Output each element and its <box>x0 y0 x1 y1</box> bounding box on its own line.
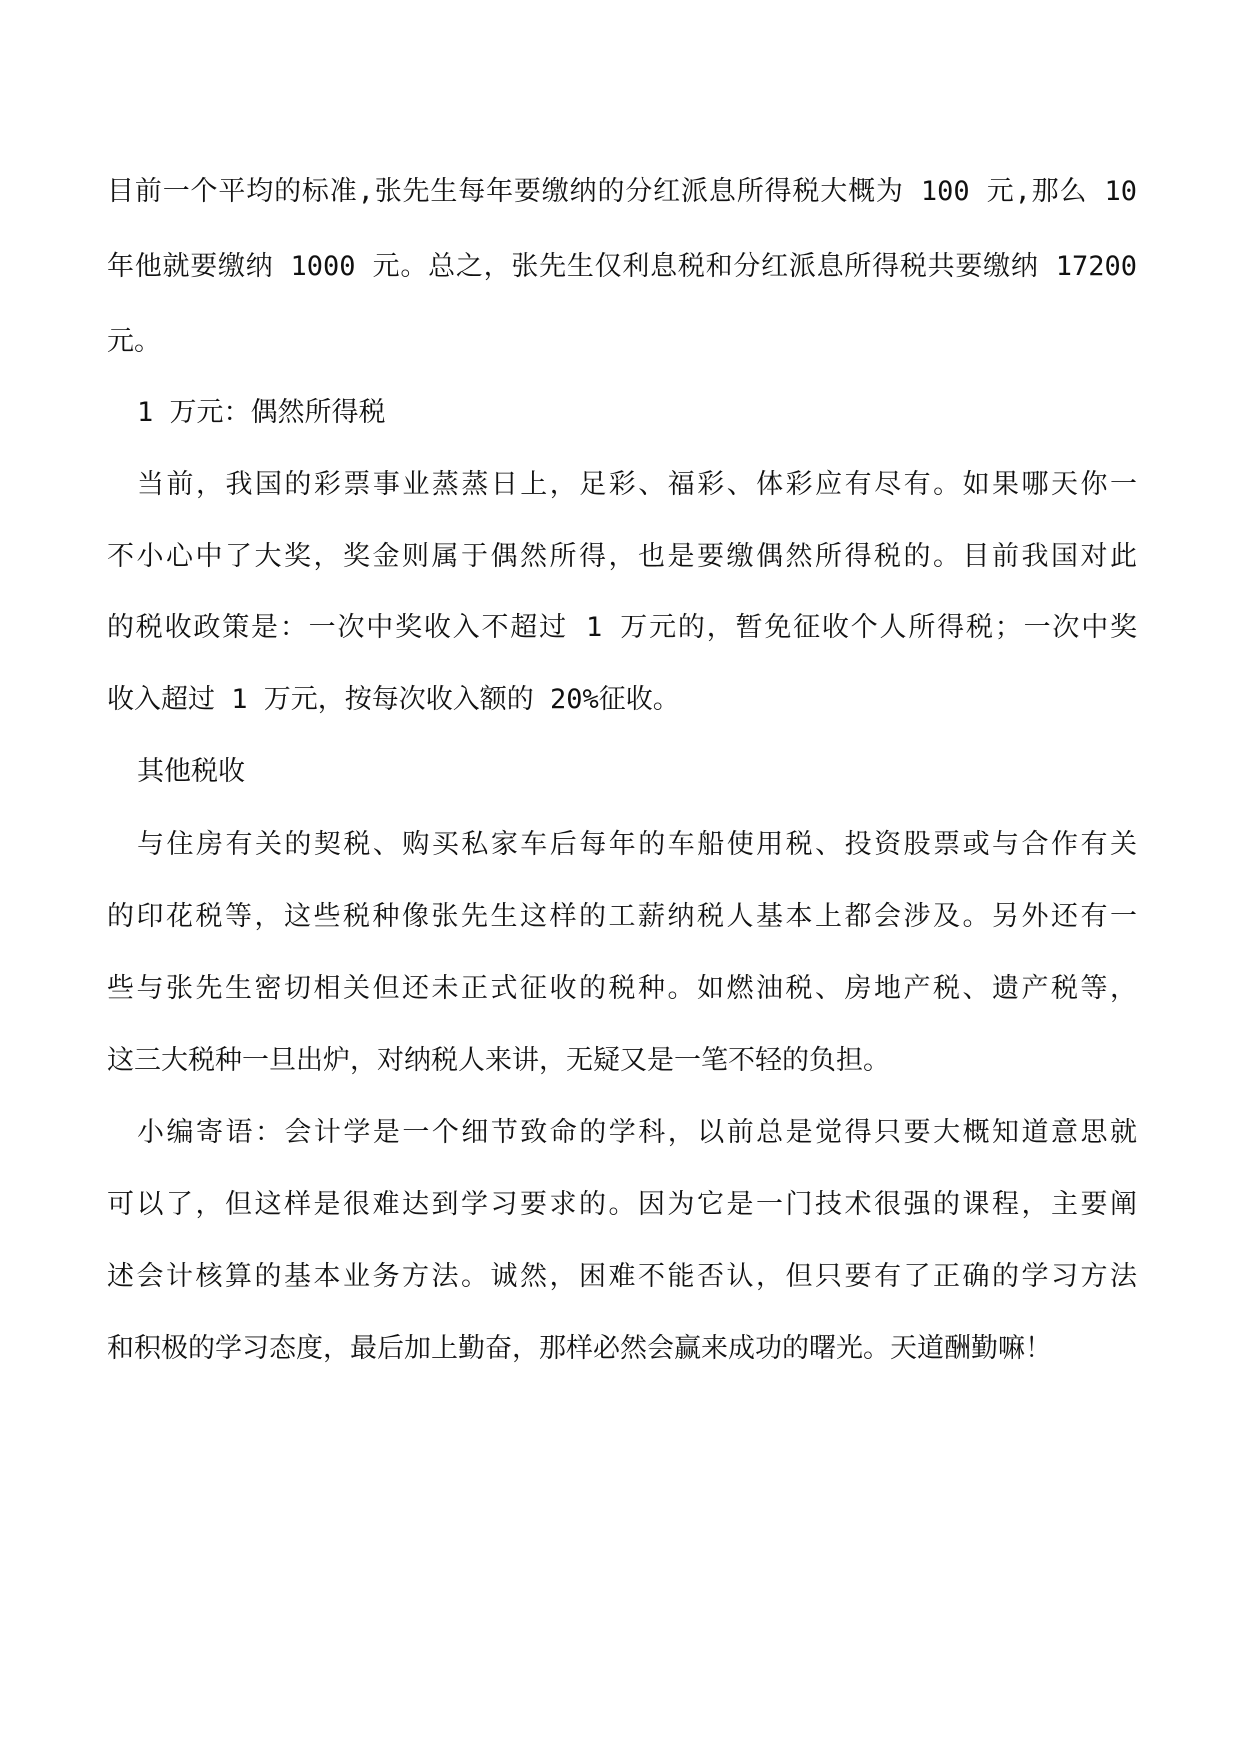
paragraph-line: 当前，我国的彩票事业蒸蒸日上，足彩、福彩、体彩应有尽有。如果哪天你一 <box>137 469 1137 500</box>
paragraph-line: 小编寄语：会计学是一个细节致命的学科，以前总是觉得只要大概知道意思就 <box>137 1117 1137 1148</box>
paragraph-line: 这三大税种一旦出炉，对纳税人来讲，无疑又是一笔不轻的负担。 <box>107 1045 890 1076</box>
paragraph-line: 目前一个平均的标准,张先生每年要缴纳的分红派息所得税大概为 100 元,那么 10 <box>107 176 1137 207</box>
paragraph-line: 收入超过 1 万元，按每次收入额的 20%征收。 <box>107 684 680 715</box>
paragraph-line: 的印花税等，这些税种像张先生这样的工薪纳税人基本上都会涉及。另外还有一 <box>107 901 1137 932</box>
paragraph-line: 些与张先生密切相关但还未正式征收的税种。如燃油税、房地产税、遗产税等， <box>107 973 1137 1004</box>
paragraph-line: 不小心中了大奖，奖金则属于偶然所得，也是要缴偶然所得税的。目前我国对此 <box>107 541 1137 572</box>
paragraph-line: 的税收政策是：一次中奖收入不超过 1 万元的，暂免征收个人所得税；一次中奖 <box>107 612 1137 643</box>
section-heading: 其他税收 <box>137 756 245 787</box>
paragraph-line: 和积极的学习态度，最后加上勤奋，那样必然会赢来成功的曙光。天道酬勤嘛！ <box>107 1333 1052 1364</box>
paragraph-line: 年他就要缴纳 1000 元。总之，张先生仅利息税和分红派息所得税共要缴纳 17200 <box>107 251 1137 282</box>
paragraph-line: 述会计核算的基本业务方法。诚然，困难不能否认，但只要有了正确的学习方法 <box>107 1261 1137 1292</box>
section-heading: 1 万元：偶然所得税 <box>137 397 386 428</box>
paragraph-line: 可以了，但这样是很难达到学习要求的。因为它是一门技术很强的课程，主要阐 <box>107 1189 1137 1220</box>
paragraph-line: 与住房有关的契税、购买私家车后每年的车船使用税、投资股票或与合作有关 <box>137 829 1137 860</box>
paragraph-line: 元。 <box>107 326 161 357</box>
